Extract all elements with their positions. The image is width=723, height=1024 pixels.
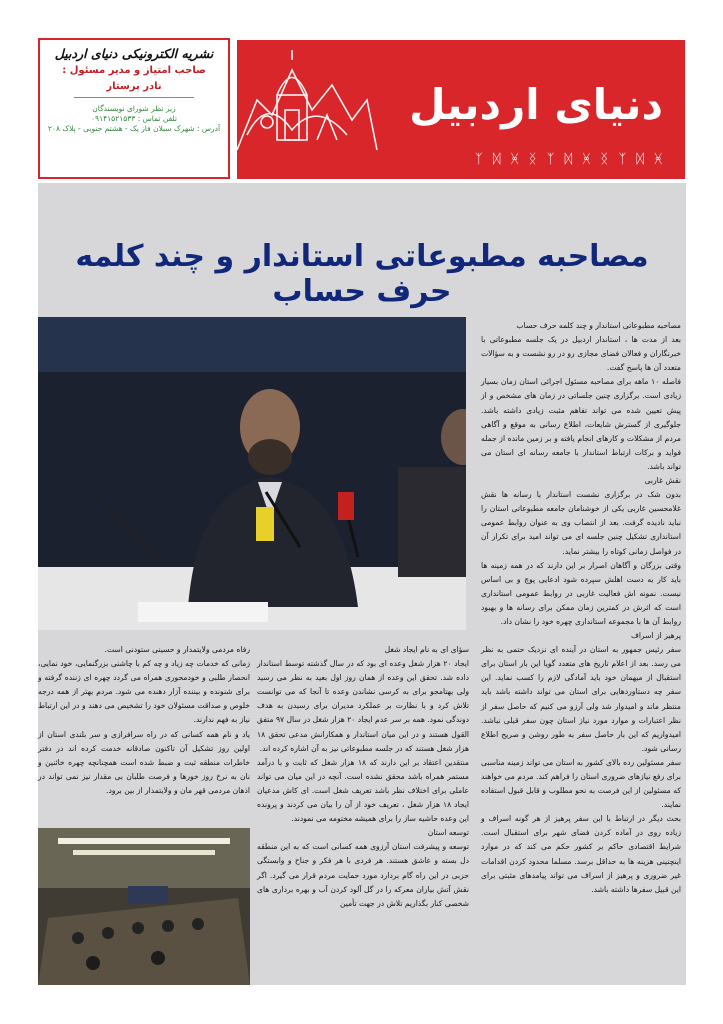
- article-column-middle: [257, 643, 469, 985]
- meeting-hall-photo: [38, 828, 250, 985]
- contact-phone: تلفن تماس : ۰۹۱۴۱۵۲۱۵۳۳: [91, 114, 177, 123]
- subheading: توسعه استان: [427, 828, 469, 838]
- paragraph: یاد و نام همه کسانی که در راه سرافرازی و سر بلندی استان از اولین روز تشکیل آن تاکنون صادقانه خدمت کرده اند در دفتر خاطرات منطقه ثبت و ضبط شده است همچنانچه چهره خائنین و نان به نرخ روز خورها و فرصت طلبان بی مقدار نیز نمی تواند در اذهان مردمی قهر مان و ولایتمدار از بین برود.: [38, 729, 250, 795]
- paragraph: بدون شک در برگزاری نشست استاندار با رسانه ها نقش غلامحسین غاربی یکی از خوشنامان جامعه مطبوعاتی استان را نباید نادیده گرفت. بعد از انتصاب وی به عنوان روابط عمومی استانداری تشکیل چنین جلسه ای می تواند امید برای تکرار آن در فواصل زمانی کوتاه را بیشتر نماید.: [481, 490, 681, 556]
- press-conference-image: [38, 317, 466, 630]
- owner-name: نادر پرستار: [106, 81, 162, 92]
- paragraph: وقتی بزرگان و آگاهان اصرار بر این دارند که در همه زمینه ها باید کار به دست اهلش سپرده شود ادعایی پوچ و بی اساس نیست. نمونه اش فعالیت غاربی در روابط عمومی استانداری است که اثرش در کمترین زمان ممکن برای رسانه ها و بهبود روابط آن ها با مجموعه استانداری چهره خود را نشان داد.: [481, 560, 681, 626]
- press-conference-photo: [38, 317, 466, 630]
- article-column-right: [481, 319, 681, 985]
- paragraph: سفر رئیس جمهور به استان در آینده ای نزدیک حتمی به نظر می رسد. بعد از اعلام تاریخ های متعدد گویا این بار استان برای استقبال از میهمان خود باید آمادگی لازم را کسب نماید. این سفر چه دستاوردهایی برای استان می تواند داشته باشد باید منتظر ماند و امیدوار شد ولی آرزو می کنیم که حاصل سفر از نظر اعتبارات و موارد مورد نیاز استان چون سفر قبلی نباشد. امیدواریم که این بار حاصل سفر به طور روشن و صریح اطلاع رسانی شود.: [481, 645, 681, 753]
- paragraph: ایجاد ۲۰ هزار شغل وعده ای بود که در سال گذشته توسط استاندار داده شد. تحقق این وعده از همان روز اول بعید به نظر می رسید ولی بهتامجو برای به کرسی نشاندن وعده تا آنجا که می توانست تلاش کرد و با نظارت بر عملکرد مدیران برای رسیدن به هدف دوندگی نمود. همه بر سر عدم ایجاد ۲۰ هزار شغل در سال ۹۷ متفق القول هستند و در این میان استاندار و همکارانش مدعی تحقق ۱۸ هزار شغل هستند که در جلسه مطبوعاتی نیز به آن اشاره کرده اند.: [257, 659, 470, 753]
- owner-label: صاحب امتیاز و مدیر مسئول :: [62, 65, 206, 76]
- masthead-decorative-motif: ᛉ ᛞ ᚸ ᛝ ᛉ ᛞ ᚸ ᛝ ᛉ ᛞ ᚸ: [474, 152, 665, 167]
- info-divider: [74, 97, 194, 98]
- paragraph: توسعه و پیشرفت استان آرزوی همه کسانی است که به این منطقه دل بسته و عاشق هستند. هر فردی با هر فکر و جناح و وابستگی حزبی در این راه گام بردارد مورد حمایت مردم قرار می گیرد. اگر نقش آتش بیاران معرکه را در گل آلود کردن آب و بهره برداری های شخصی کنار بگذاریم تلاش در جهت تأمین: [257, 842, 469, 908]
- paragraph: منتقدین اعتقاد بر این دارند که ۱۸ هزار شغل که ثابت و با درآمد مستمر همراه باشد محقق نشده است. آنچه در این میان می تواند عاملی برای اختلاف نظر باشد تعریف شغل است. ای کاش مدعیان ایجاد ۱۸ هزار شغل ، تعریف خود از آن را بیان می کردند و پرونده این وعده حاشیه ساز را برای همیشه مختومه می نمودند.: [257, 757, 470, 824]
- paragraph: سفر مسئولین رده بالای کشور به استان می تواند زمینه مناسبی برای رفع نیازهای ضروری استان را فراهم کند. مردم می خواهند که مسئولین از این فرصت به نحو مطلوب و قابل قبول استفاده نمایند.: [481, 757, 681, 810]
- publication-info-box: [38, 38, 230, 179]
- subheading: نقش غاربی: [644, 476, 681, 486]
- writers-council: زیر نظر شورای نویسندگان: [92, 104, 176, 113]
- contact-address: آدرس : شهرک سبلان فاز یک - هشتم جنوبی - پلاک ۲۰۸: [47, 124, 221, 133]
- masthead-title: دنیای اردبیل: [409, 80, 663, 129]
- meeting-hall-image: [38, 828, 250, 985]
- subheading: پرهیز از اسراف: [630, 631, 681, 641]
- paragraph: زمانی که خدمات چه زیاد و چه کم با چاشنی بزرگنمایی، خود نمایی، انحصار طلبی و خودمحوری همراه می گردد چهره ای زننده گرفته و برای شنونده و بیننده آزار دهنده می شود. مردم بهتر از همه درجه خلوص و صداقت مسئولان خود را تشخیص می دهند و در این ارتباط نیاز به فهم ندارند.: [38, 659, 250, 725]
- paragraph: رفاه مردمی ولایتمدار و حسینی ستودنی است.: [104, 645, 250, 654]
- publication-name: نشریه الکترونیکی دنیای اردبیل: [54, 46, 214, 61]
- article-column-left: [38, 643, 250, 823]
- paragraph: فاصله ۱۰ ماهه برای مصاحبه مسئول اجرائی استان زمان بسیار زیادی است. برگزاری چنین جلساتی در زمان های مشخص و از پیش تعیین شده می تواند تفاهم مثبت زیادی داشته باشد. جلوگیری از گسترش شایعات، اطلاع رسانی به موقع و آگاهی مردم از مشکلات و کارهای انجام یافته و بر زمین مانده از جمله فواید و برکات ارتباط استاندار با جامعه رسانه ای استان می تواند باشد.: [481, 377, 681, 471]
- article-page: [38, 183, 686, 985]
- paragraph: بحث دیگر در ارتباط با این سفر پرهیز از هر گونه اسراف و زیاده روی در آماده کردن فضای شهر برای استقبال است. شرایط اقتصادی حاکم بر کشور حکم می کند که در موارد اینچنینی هزینه ها به حداقل برسد. مسلما محدود کردن اقدامات غیر ضروری و پرهیز از اسراف می تواند پیامدهای مثبتی برای این قبیل سفرها داشته باشد.: [481, 814, 681, 894]
- article-headline: مصاحبه مطبوعاتی استاندار و چند کلمه حرف حساب: [75, 239, 649, 309]
- paragraph: بعد از مدت ها ، استاندار اردبیل در یک جلسه مطبوعاتی با خبرنگاران و فعالان فضای مجازی رو در رو نشست و به سؤالات متعدد آن ها پاسخ گفت.: [481, 335, 681, 373]
- paragraph: مصاحبه مطبوعاتی استاندار و چند کلمه حرف حساب: [516, 321, 681, 330]
- subheading: سؤای ای به نام ایجاد شغل: [384, 645, 469, 654]
- masthead-banner: [237, 40, 685, 179]
